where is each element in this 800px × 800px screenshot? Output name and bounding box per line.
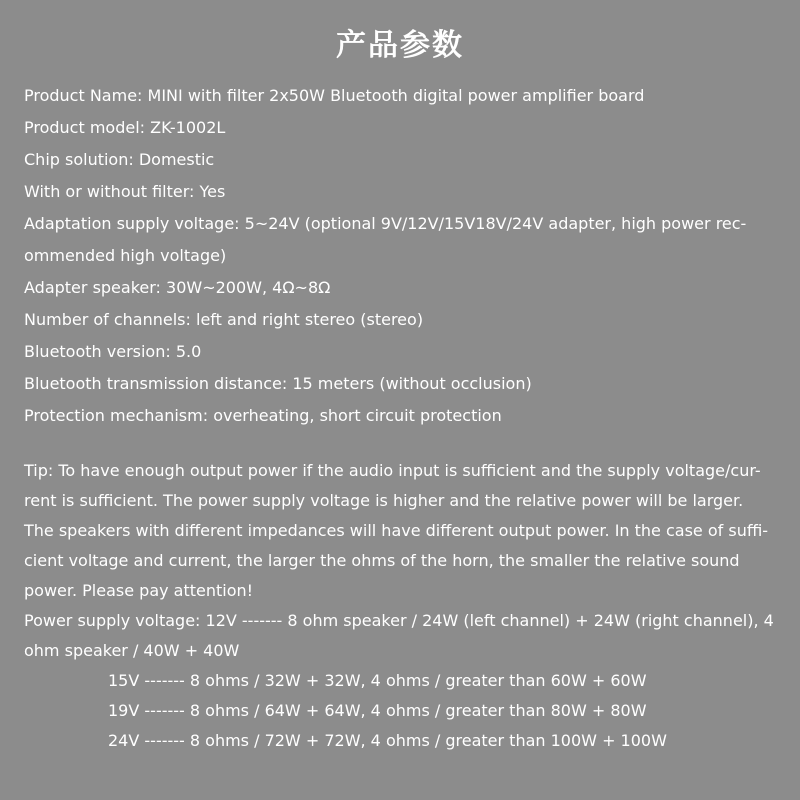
tip-line: rent is sufficient. The power supply voltage is higher and the relative power will be larger. <box>24 491 744 510</box>
spec-channels: Number of channels: left and right stereo (stereo) <box>24 310 424 329</box>
page-title: 产品参数 <box>336 28 464 63</box>
spec-protection: Protection mechanism: overheating, short circuit protection <box>24 406 502 425</box>
voltage-row-24v: 24V ------- 8 ohms / 72W + 72W, 4 ohms / greater than 100W + 100W <box>108 731 667 750</box>
spec-product-name: Product Name: MINI with filter 2x50W Bluetooth digital power amplifier board <box>24 86 645 105</box>
spec-chip-solution: Chip solution: Domestic <box>24 150 215 169</box>
spec-bluetooth-version: Bluetooth version: 5.0 <box>24 342 202 361</box>
tip-line: cient voltage and current, the larger the ohms of the horn, the smaller the relative sound <box>24 551 740 570</box>
tip-line: The speakers with different impedances will have different output power. In the case of suffi- <box>24 521 769 540</box>
voltage-row-19v: 19V ------- 8 ohms / 64W + 64W, 4 ohms / greater than 80W + 80W <box>108 701 647 720</box>
spec-transmission-distance: Bluetooth transmission distance: 15 meters (without occlusion) <box>24 374 532 393</box>
power-supply-line-cont: ohm speaker / 40W + 40W <box>24 641 240 660</box>
spec-adapter-speaker: Adapter speaker: 30W~200W, 4Ω~8Ω <box>24 278 331 297</box>
voltage-row-15v: 15V ------- 8 ohms / 32W + 32W, 4 ohms / greater than 60W + 60W <box>108 671 647 690</box>
tip-line: Tip: To have enough output power if the audio input is sufficient and the supply voltage/cur- <box>24 461 761 480</box>
spec-filter: With or without filter: Yes <box>24 182 226 201</box>
spec-supply-voltage-cont: ommended high voltage) <box>24 246 227 265</box>
power-supply-line: Power supply voltage: 12V ------- 8 ohm speaker / 24W (left channel) + 24W (right channel), 4 <box>24 611 774 630</box>
spec-supply-voltage: Adaptation supply voltage: 5~24V (optional 9V/12V/15V18V/24V adapter, high power rec- <box>24 214 747 233</box>
tip-section <box>24 456 784 756</box>
tip-line: power. Please pay attention! <box>24 581 254 600</box>
spec-product-model: Product model: ZK-1002L <box>24 118 226 137</box>
spec-list <box>24 80 784 432</box>
